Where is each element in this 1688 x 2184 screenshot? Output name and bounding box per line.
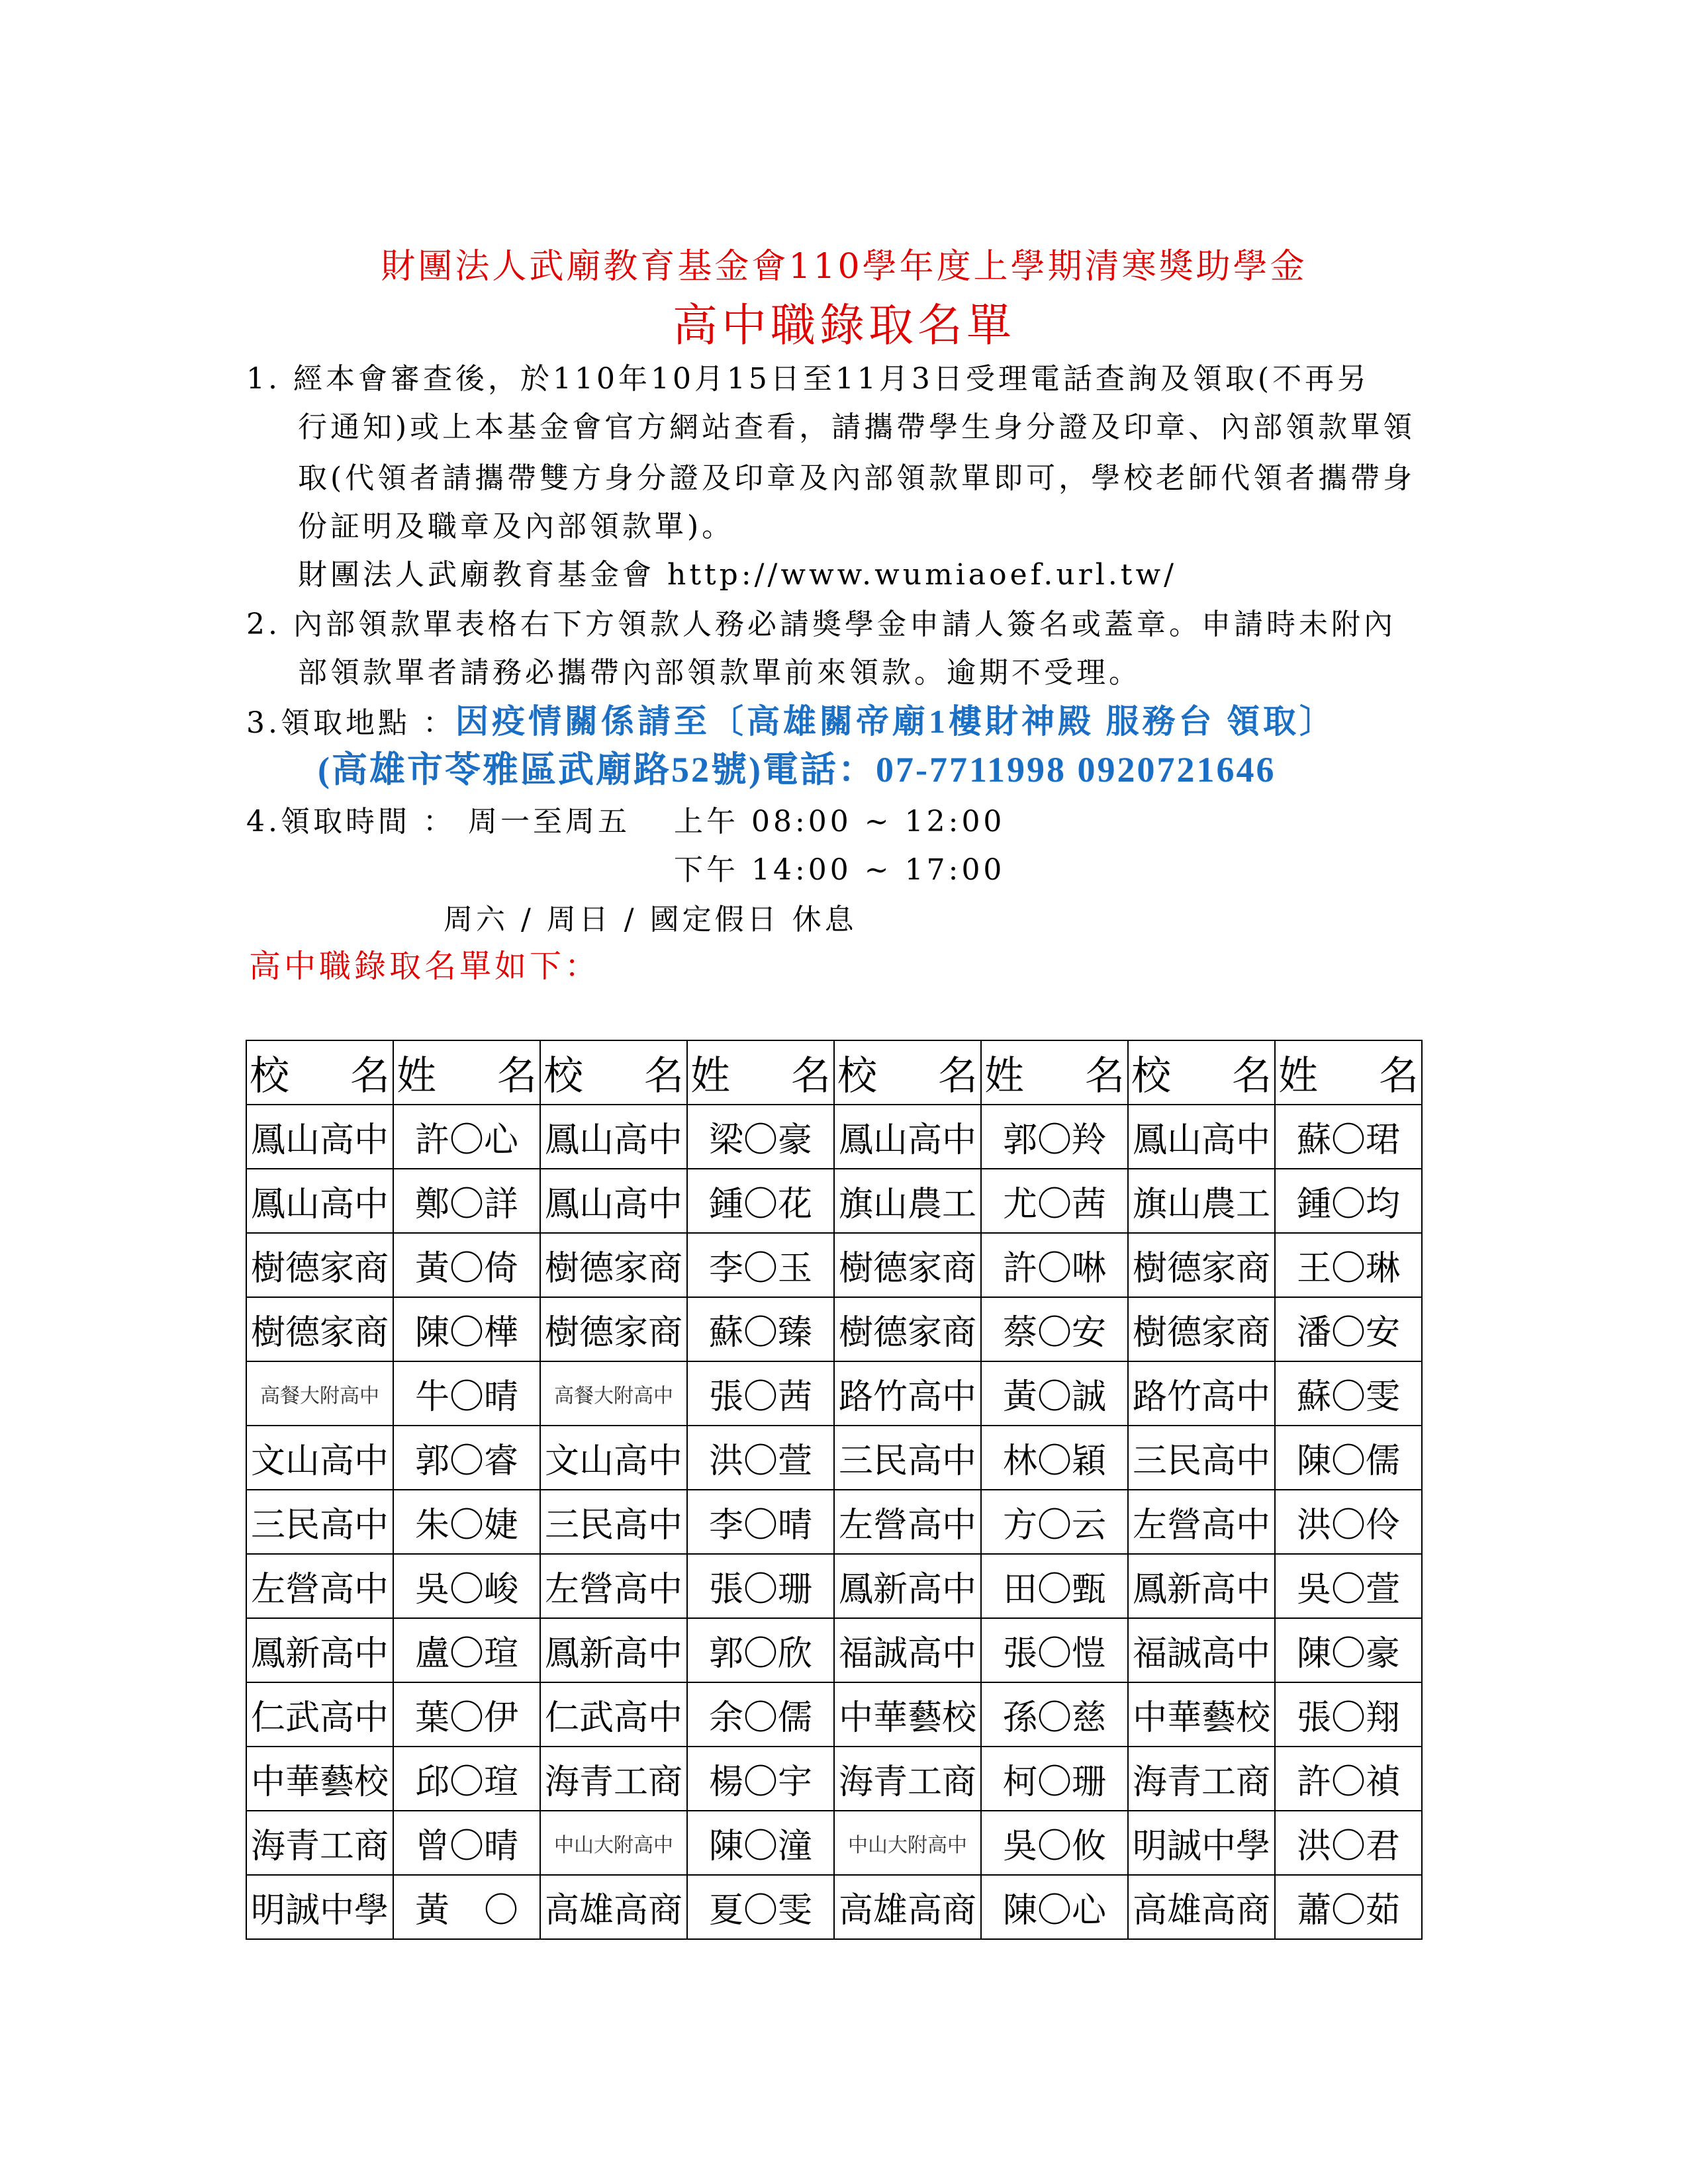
table-row xyxy=(246,1618,1422,1682)
school-cell: 樹德家商 xyxy=(834,1297,981,1361)
school-cell: 高餐大附高中 xyxy=(246,1361,393,1426)
school-cell: 高雄高商 xyxy=(1128,1875,1275,1939)
school-cell: 樹德家商 xyxy=(1128,1297,1275,1361)
school-cell: 明誠中學 xyxy=(246,1875,393,1939)
student-name-cell: 潘〇安 xyxy=(1275,1297,1422,1361)
student-name-cell: 許〇心 xyxy=(393,1105,540,1169)
notice-item2-line: 2. 內部領款單表格右下方領款人務必請獎學金申請人簽名或蓋章。申請時未附內 xyxy=(246,608,1396,641)
table-row xyxy=(246,1426,1422,1490)
school-cell: 三民高中 xyxy=(834,1426,981,1490)
student-name-cell: 蔡〇安 xyxy=(981,1297,1128,1361)
school-cell: 鳳新高中 xyxy=(834,1554,981,1618)
school-cell: 仁武高中 xyxy=(246,1682,393,1747)
student-name-cell: 陳〇儒 xyxy=(1275,1426,1422,1490)
student-name-cell: 許〇啉 xyxy=(981,1233,1128,1297)
student-name-cell: 朱〇婕 xyxy=(393,1490,540,1554)
student-name-cell: 盧〇瑄 xyxy=(393,1618,540,1682)
column-header-school: 校 名 xyxy=(834,1040,981,1105)
school-cell: 高餐大附高中 xyxy=(540,1361,687,1426)
school-cell: 鳳新高中 xyxy=(540,1618,687,1682)
pickup-address-phone: (高雄市苓雅區武廟路52號)電話：07-7711998 0920721646 xyxy=(318,750,1276,790)
student-name-cell: 蘇〇雯 xyxy=(1275,1361,1422,1426)
school-cell: 鳳山高中 xyxy=(246,1169,393,1233)
table-row xyxy=(246,1169,1422,1233)
document-subtitle: 高中職錄取名單 xyxy=(672,300,1015,352)
student-name-cell: 吳〇峻 xyxy=(393,1554,540,1618)
school-cell: 三民高中 xyxy=(1128,1426,1275,1490)
table-row xyxy=(246,1105,1422,1169)
student-name-cell: 洪〇萱 xyxy=(687,1426,834,1490)
student-name-cell: 鍾〇均 xyxy=(1275,1169,1422,1233)
student-name-cell: 張〇茜 xyxy=(687,1361,834,1426)
column-header-school: 校 名 xyxy=(1128,1040,1275,1105)
school-cell: 鳳新高中 xyxy=(246,1618,393,1682)
column-header-name: 姓 名 xyxy=(981,1040,1128,1105)
school-cell: 鳳新高中 xyxy=(1128,1554,1275,1618)
school-cell: 樹德家商 xyxy=(246,1297,393,1361)
student-name-cell: 張〇愷 xyxy=(981,1618,1128,1682)
student-name-cell: 黃〇倚 xyxy=(393,1233,540,1297)
table-row xyxy=(246,1233,1422,1297)
school-cell: 左營高中 xyxy=(834,1490,981,1554)
table-row xyxy=(246,1297,1422,1361)
school-cell: 左營高中 xyxy=(246,1554,393,1618)
school-cell: 高雄高商 xyxy=(540,1875,687,1939)
school-cell: 左營高中 xyxy=(540,1554,687,1618)
school-cell: 三民高中 xyxy=(540,1490,687,1554)
student-name-cell: 蘇〇珺 xyxy=(1275,1105,1422,1169)
school-cell: 文山高中 xyxy=(246,1426,393,1490)
notice-item2-line: 部領款單者請務必攜帶內部領款單前來領款。逾期不受理。 xyxy=(298,656,1141,690)
school-cell: 樹德家商 xyxy=(834,1233,981,1297)
school-cell: 中山大附高中 xyxy=(540,1811,687,1875)
table-row xyxy=(246,1875,1422,1939)
school-cell: 路竹高中 xyxy=(1128,1361,1275,1426)
student-name-cell: 夏〇雯 xyxy=(687,1875,834,1939)
pickup-location-label: 3.領取地點 ： xyxy=(246,706,455,740)
student-name-cell: 邱〇瑄 xyxy=(393,1747,540,1811)
student-name-cell: 洪〇君 xyxy=(1275,1811,1422,1875)
school-cell: 樹德家商 xyxy=(1128,1233,1275,1297)
student-name-cell: 洪〇伶 xyxy=(1275,1490,1422,1554)
table-header-row xyxy=(246,1040,1422,1105)
student-name-cell: 王〇琳 xyxy=(1275,1233,1422,1297)
school-cell: 中山大附高中 xyxy=(834,1811,981,1875)
student-name-cell: 余〇儒 xyxy=(687,1682,834,1747)
pickup-time-label: 4.領取時間 ： 周一至周五 xyxy=(246,805,630,839)
student-name-cell: 鍾〇花 xyxy=(687,1169,834,1233)
school-cell: 路竹高中 xyxy=(834,1361,981,1426)
student-name-cell: 葉〇伊 xyxy=(393,1682,540,1747)
document-title: 財團法人武廟教育基金會110學年度上學期清寒獎助學金 xyxy=(381,247,1307,287)
notice-item1-line: 行通知)或上本基金會官方網站查看，請攜帶學生身分證及印章、內部領款單領 xyxy=(298,410,1416,444)
school-cell: 海青工商 xyxy=(1128,1747,1275,1811)
student-name-cell: 鄭〇詳 xyxy=(393,1169,540,1233)
student-name-cell: 許〇禎 xyxy=(1275,1747,1422,1811)
student-name-cell: 陳〇潼 xyxy=(687,1811,834,1875)
school-cell: 海青工商 xyxy=(834,1747,981,1811)
school-cell: 中華藝校 xyxy=(1128,1682,1275,1747)
table-row xyxy=(246,1554,1422,1618)
list-heading: 高中職錄取名單如下： xyxy=(249,948,600,985)
student-name-cell: 孫〇慈 xyxy=(981,1682,1128,1747)
school-cell: 樹德家商 xyxy=(246,1233,393,1297)
school-cell: 中華藝校 xyxy=(834,1682,981,1747)
pickup-time-pm: 下午 14:00 ~ 17:00 xyxy=(674,853,1006,887)
table-row xyxy=(246,1811,1422,1875)
school-cell: 福誠高中 xyxy=(834,1618,981,1682)
student-name-cell: 吳〇萱 xyxy=(1275,1554,1422,1618)
school-cell: 鳳山高中 xyxy=(246,1105,393,1169)
column-header-name: 姓 名 xyxy=(687,1040,834,1105)
school-cell: 福誠高中 xyxy=(1128,1618,1275,1682)
student-name-cell: 楊〇宇 xyxy=(687,1747,834,1811)
student-name-cell: 陳〇樺 xyxy=(393,1297,540,1361)
notice-item1-line: 份証明及職章及內部領款單)。 xyxy=(298,510,735,543)
school-cell: 明誠中學 xyxy=(1128,1811,1275,1875)
student-name-cell: 張〇珊 xyxy=(687,1554,834,1618)
student-name-cell: 方〇云 xyxy=(981,1490,1128,1554)
school-cell: 海青工商 xyxy=(540,1747,687,1811)
student-name-cell: 張〇翔 xyxy=(1275,1682,1422,1747)
school-cell: 三民高中 xyxy=(246,1490,393,1554)
pickup-closed-days: 周六 / 周日 / 國定假日 休息 xyxy=(444,903,857,936)
school-cell: 鳳山高中 xyxy=(540,1105,687,1169)
student-name-cell: 李〇玉 xyxy=(687,1233,834,1297)
school-cell: 鳳山高中 xyxy=(834,1105,981,1169)
school-cell: 仁武高中 xyxy=(540,1682,687,1747)
admission-list-table xyxy=(246,1040,1423,1940)
student-name-cell: 郭〇羚 xyxy=(981,1105,1128,1169)
school-cell: 旗山農工 xyxy=(834,1169,981,1233)
table-row xyxy=(246,1361,1422,1426)
school-cell: 旗山農工 xyxy=(1128,1169,1275,1233)
school-cell: 樹德家商 xyxy=(540,1297,687,1361)
student-name-cell: 尤〇茜 xyxy=(981,1169,1128,1233)
foundation-website-link[interactable]: 財團法人武廟教育基金會 http://www.wumiaoef.url.tw/ xyxy=(298,558,1177,592)
student-name-cell: 陳〇心 xyxy=(981,1875,1128,1939)
student-name-cell: 郭〇欣 xyxy=(687,1618,834,1682)
table-row xyxy=(246,1682,1422,1747)
table-row xyxy=(246,1747,1422,1811)
school-cell: 文山高中 xyxy=(540,1426,687,1490)
student-name-cell: 李〇晴 xyxy=(687,1490,834,1554)
student-name-cell: 曾〇晴 xyxy=(393,1811,540,1875)
column-header-name: 姓 名 xyxy=(1275,1040,1422,1105)
school-cell: 海青工商 xyxy=(246,1811,393,1875)
school-cell: 鳳山高中 xyxy=(1128,1105,1275,1169)
school-cell: 左營高中 xyxy=(1128,1490,1275,1554)
student-name-cell: 蕭〇茹 xyxy=(1275,1875,1422,1939)
notice-item1-line: 1. 經本會審查後，於110年10月15日至11月3日受理電話查詢及領取(不再另 xyxy=(246,362,1370,396)
student-name-cell: 蘇〇臻 xyxy=(687,1297,834,1361)
column-header-name: 姓 名 xyxy=(393,1040,540,1105)
pickup-location-place: 因疫情關係請至〔高雄關帝廟1樓財神殿 服務台 領取〕 xyxy=(455,703,1336,740)
student-name-cell: 柯〇珊 xyxy=(981,1747,1128,1811)
pickup-time-am: 上午 08:00 ~ 12:00 xyxy=(674,805,1006,839)
column-header-school: 校 名 xyxy=(540,1040,687,1105)
school-cell: 鳳山高中 xyxy=(540,1169,687,1233)
school-cell: 高雄高商 xyxy=(834,1875,981,1939)
student-name-cell: 郭〇睿 xyxy=(393,1426,540,1490)
student-name-cell: 林〇穎 xyxy=(981,1426,1128,1490)
student-name-cell: 黃〇誠 xyxy=(981,1361,1128,1426)
student-name-cell: 黃 〇 xyxy=(393,1875,540,1939)
table-row xyxy=(246,1490,1422,1554)
school-cell: 樹德家商 xyxy=(540,1233,687,1297)
student-name-cell: 牛〇晴 xyxy=(393,1361,540,1426)
notice-item1-line: 取(代領者請攜帶雙方身分證及印章及內部領款單即可，學校老師代領者攜帶身 xyxy=(298,461,1416,495)
student-name-cell: 陳〇豪 xyxy=(1275,1618,1422,1682)
column-header-school: 校 名 xyxy=(246,1040,393,1105)
pickup-location xyxy=(246,702,1336,743)
student-name-cell: 田〇甄 xyxy=(981,1554,1128,1618)
student-name-cell: 梁〇豪 xyxy=(687,1105,834,1169)
school-cell: 中華藝校 xyxy=(246,1747,393,1811)
student-name-cell: 吳〇攸 xyxy=(981,1811,1128,1875)
